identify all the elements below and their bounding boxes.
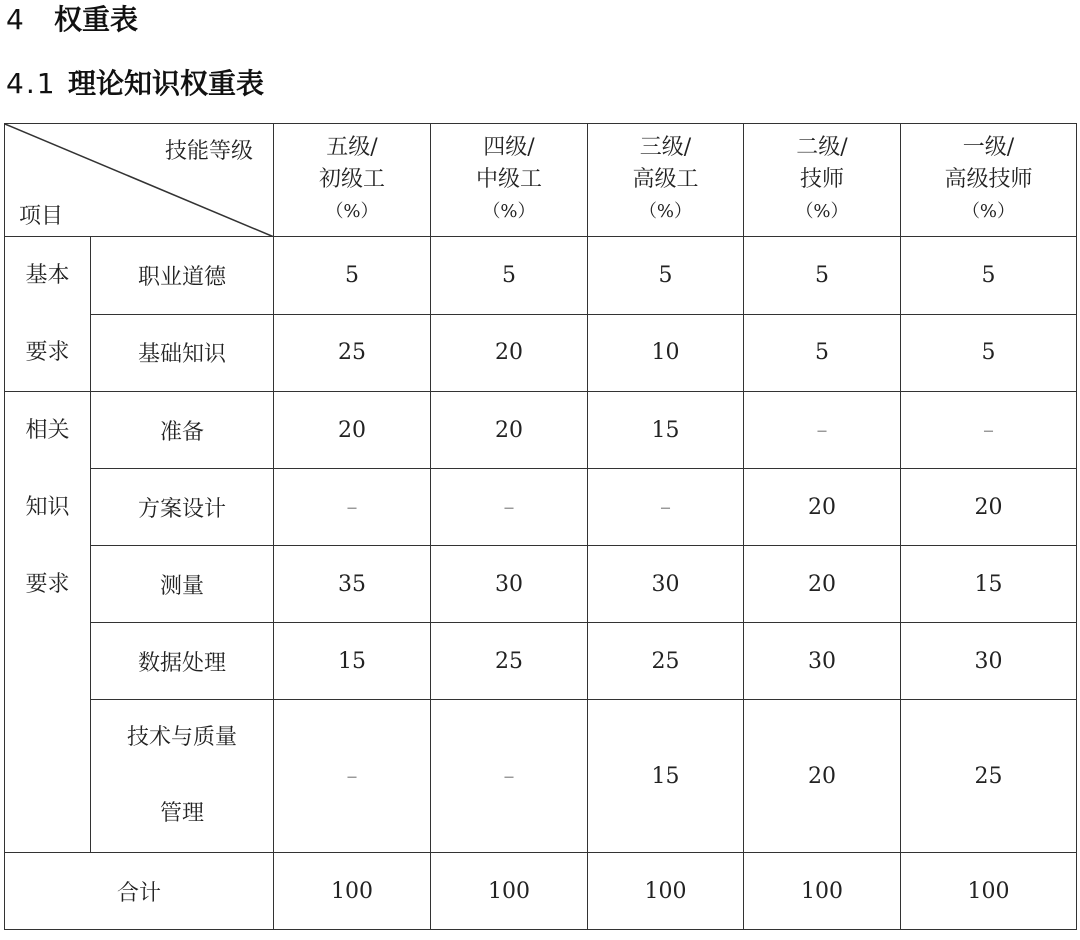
value-cell: 15 [274,623,431,700]
value-cell: 30 [431,546,588,623]
value-cell: 20 [274,392,431,469]
value-cell: – [431,469,588,546]
value-cell: – [431,700,588,853]
value-cell: – [274,469,431,546]
table-row [5,469,1077,546]
level-unit: （%） [795,201,849,222]
value-cell: 35 [274,546,431,623]
value-cell: 25 [588,623,744,700]
level-unit: （%） [961,201,1016,222]
value-cell: 5 [901,314,1077,392]
value-cell: 20 [901,469,1077,546]
value-cell: 5 [744,314,901,392]
subsection-number: 4.1 [6,67,57,100]
value-cell: 25 [901,700,1077,853]
level-line2: 高级技师 [944,167,1033,192]
value-cell: – [901,392,1077,469]
level-line2: 中级工 [475,167,542,192]
table-row [5,546,1077,623]
value-cell: 20 [744,469,901,546]
level-line2: 高级工 [632,167,699,192]
value-cell: 25 [431,623,588,700]
value-cell: 5 [274,237,431,315]
item-label-line: 技术与质量 [126,725,237,750]
total-row [5,853,1077,930]
group-cell-related [5,392,91,853]
subsection-heading [6,66,264,102]
value-cell: 20 [744,700,901,853]
level-line1: 二级/ [796,135,848,160]
level-header-cell [744,124,901,237]
value-cell: 30 [588,546,744,623]
corner-top-label: 技能等级 [164,139,253,164]
level-unit: （%） [325,201,379,222]
total-value-cell: 100 [274,853,431,930]
value-cell: 30 [744,623,901,700]
total-value-cell: 100 [588,853,744,930]
level-unit: （%） [638,201,693,222]
table-row [5,392,1077,469]
corner-header-cell [5,124,274,237]
item-cell: 数据处理 [91,623,274,700]
value-cell: – [588,469,744,546]
value-cell: 30 [901,623,1077,700]
value-cell: 15 [588,700,744,853]
group-label-line: 知识 [25,495,70,520]
value-cell: 5 [744,237,901,315]
level-line1: 五级/ [326,135,378,160]
item-cell [91,700,274,853]
level-line1: 三级/ [639,135,692,160]
table-row [5,700,1077,853]
value-cell: 15 [901,546,1077,623]
group-label-line: 要求 [25,340,70,365]
weight-table [4,123,1077,930]
value-cell: 20 [431,314,588,392]
value-cell: 5 [901,237,1077,315]
item-cell: 方案设计 [91,469,274,546]
level-header-cell [274,124,431,237]
value-cell: 25 [274,314,431,392]
level-line2: 技师 [799,167,844,192]
item-label-line: 管理 [159,801,204,826]
section-number: 4 [6,3,24,36]
total-value-cell: 100 [431,853,588,930]
level-line2: 初级工 [318,167,385,192]
item-cell: 测量 [91,546,274,623]
level-line1: 四级/ [483,135,535,160]
value-cell: – [744,392,901,469]
value-cell: 20 [431,392,588,469]
section-heading [6,2,138,38]
group-label-line: 基本 [25,263,70,288]
table-row [5,314,1077,392]
value-cell: 20 [744,546,901,623]
value-cell: 5 [588,237,744,315]
section-title: 权重表 [54,3,139,36]
item-cell: 职业道德 [91,237,274,315]
value-cell: 15 [588,392,744,469]
level-header-cell [901,124,1077,237]
table-row [5,623,1077,700]
value-cell: 10 [588,314,744,392]
item-cell: 准备 [91,392,274,469]
table-row [5,237,1077,315]
group-label-line: 相关 [25,418,70,443]
group-cell-basic [5,237,91,392]
value-cell: 5 [431,237,588,315]
total-value-cell: 100 [744,853,901,930]
level-line1: 一级/ [962,135,1015,160]
total-value-cell: 100 [901,853,1077,930]
subsection-title: 理论知识权重表 [68,67,265,100]
group-label-line: 要求 [25,572,70,597]
corner-bottom-label: 项目 [19,204,64,229]
level-header-cell [431,124,588,237]
level-unit: （%） [482,201,536,222]
level-header-cell [588,124,744,237]
item-cell: 基础知识 [91,314,274,392]
value-cell: – [274,700,431,853]
total-label-cell: 合计 [5,853,274,930]
header-row [5,124,1077,237]
